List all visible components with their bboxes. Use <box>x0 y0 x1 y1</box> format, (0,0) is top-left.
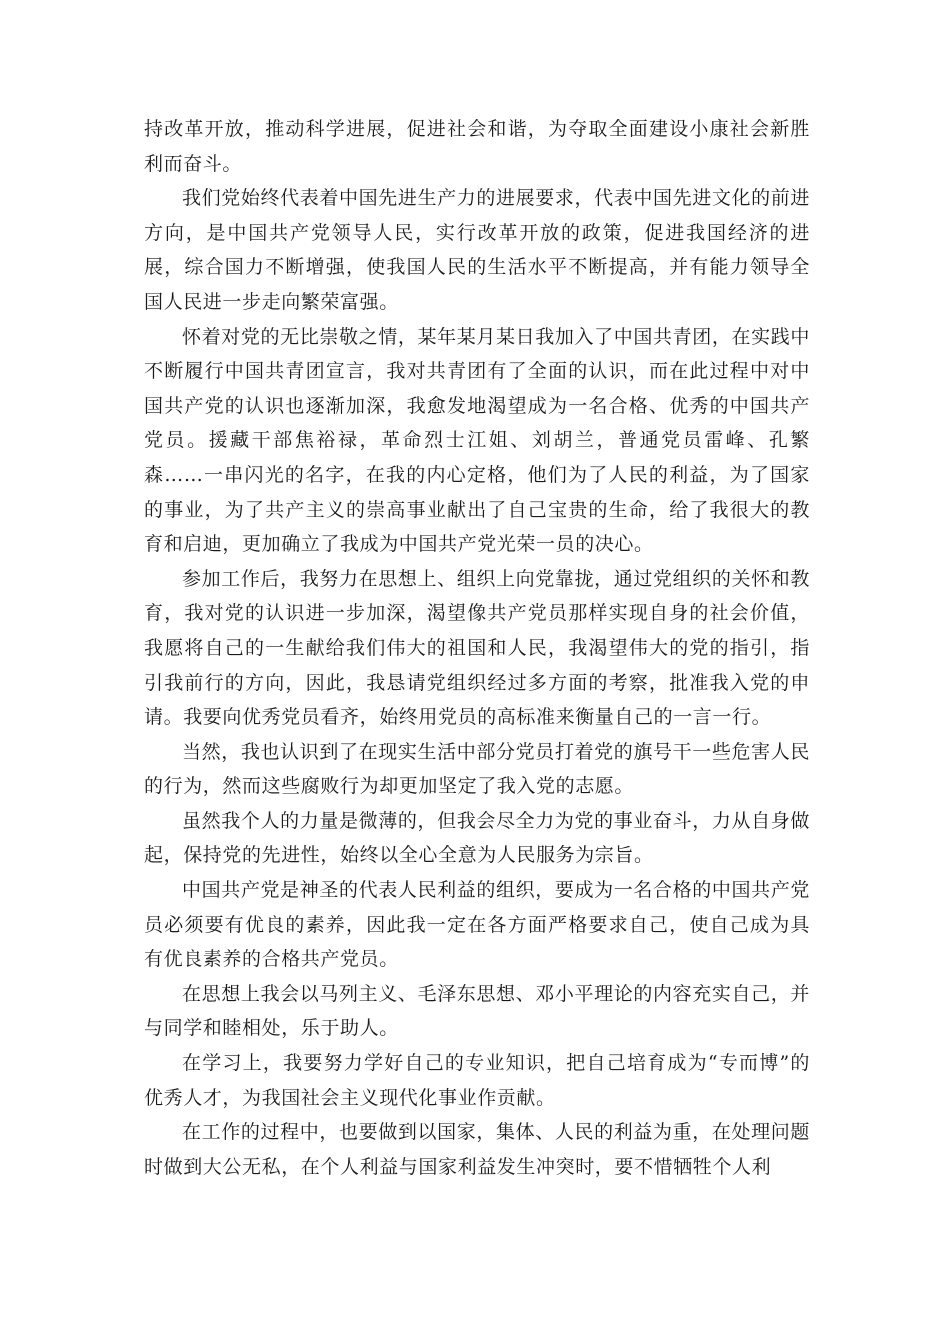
paragraph-2: 我们党始终代表着中国先进生产力的进展要求，代表中国先进文化的前进方向，是中国共产党领导人民，实行改革开放的政策，促进我国经济的进展，综合国力不断增强，使我国人民的生活水平不断提高，并有能力领导全国人民进一步走向繁荣富强。 <box>144 187 810 313</box>
document-body <box>144 112 810 1184</box>
paragraph-5: 当然，我也认识到了在现实生活中部分党员打着党的旗号干一些危害人民的行为，然而这些腐败行为却更加坚定了我入党的志愿。 <box>144 740 810 798</box>
paragraph-10: 在工作的过程中，也要做到以国家，集体、人民的利益为重，在处理问题时做到大公无私，在个人利益与国家利益发生冲突时，要不惜牺牲个人利 <box>144 1121 810 1178</box>
paragraph-4: 参加工作后，我努力在思想上、组织上向党靠拢，通过党组织的关怀和教育，我对党的认识进一步加深，渴望像共产党员那样实现自身的社会价值，我愿将自己的一生献给我们伟大的祖国和人民，我渴望伟大的党的指引，指引我前行的方向，因此，我恳请党组织经过多方面的考察，批准我入党的申请。我要向优秀党员看齐，始终用党员的高标准来衡量自己的一言一行。 <box>144 567 810 729</box>
paragraph-3: 怀着对党的无比崇敬之情，某年某月某日我加入了中国共青团，在实践中不断履行中国共青团宣言，我对共青团有了全面的认识，而在此过程中对中国共产党的认识也逐渐加深，我愈发地渴望成为一名合格、优秀的中国共产党员。援藏干部焦裕禄，革命烈士江姐、刘胡兰，普通党员雷峰、孔繁森……一串闪光的名字，在我的内心定格，他们为了人民的利益，为了国家的事业，为了共产主义的崇高事业献出了自己宝贵的生命，给了我很大的教育和启迪，更加确立了我成为中国共产党光荣一员的决心。 <box>144 325 810 556</box>
paragraph-9: 在学习上，我要努力学好自己的专业知识，把自己培育成为“专而博”的优秀人才，为我国社会主义现代化事业作贡献。 <box>144 1052 810 1109</box>
paragraph-8: 在思想上我会以马列主义、毛泽东思想、邓小平理论的内容充实自己，并与同学和睦相处，乐于助人。 <box>144 982 810 1040</box>
paragraph-6: 虽然我个人的力量是微薄的，但我会尽全力为党的事业奋斗，力从自身做起，保持党的先进性，始终以全心全意为人民服务为宗旨。 <box>144 809 810 867</box>
paragraph-7: 中国共产党是神圣的代表人民利益的组织，要成为一名合格的中国共产党员必须要有优良的素养，因此我一定在各方面严格要求自己，使自己成为具有优良素养的合格共产党员。 <box>144 879 810 971</box>
paragraph-1: 持改革开放，推动科学进展，促进社会和谐，为夺取全面建设小康社会新胜利而奋斗。 <box>144 118 810 175</box>
